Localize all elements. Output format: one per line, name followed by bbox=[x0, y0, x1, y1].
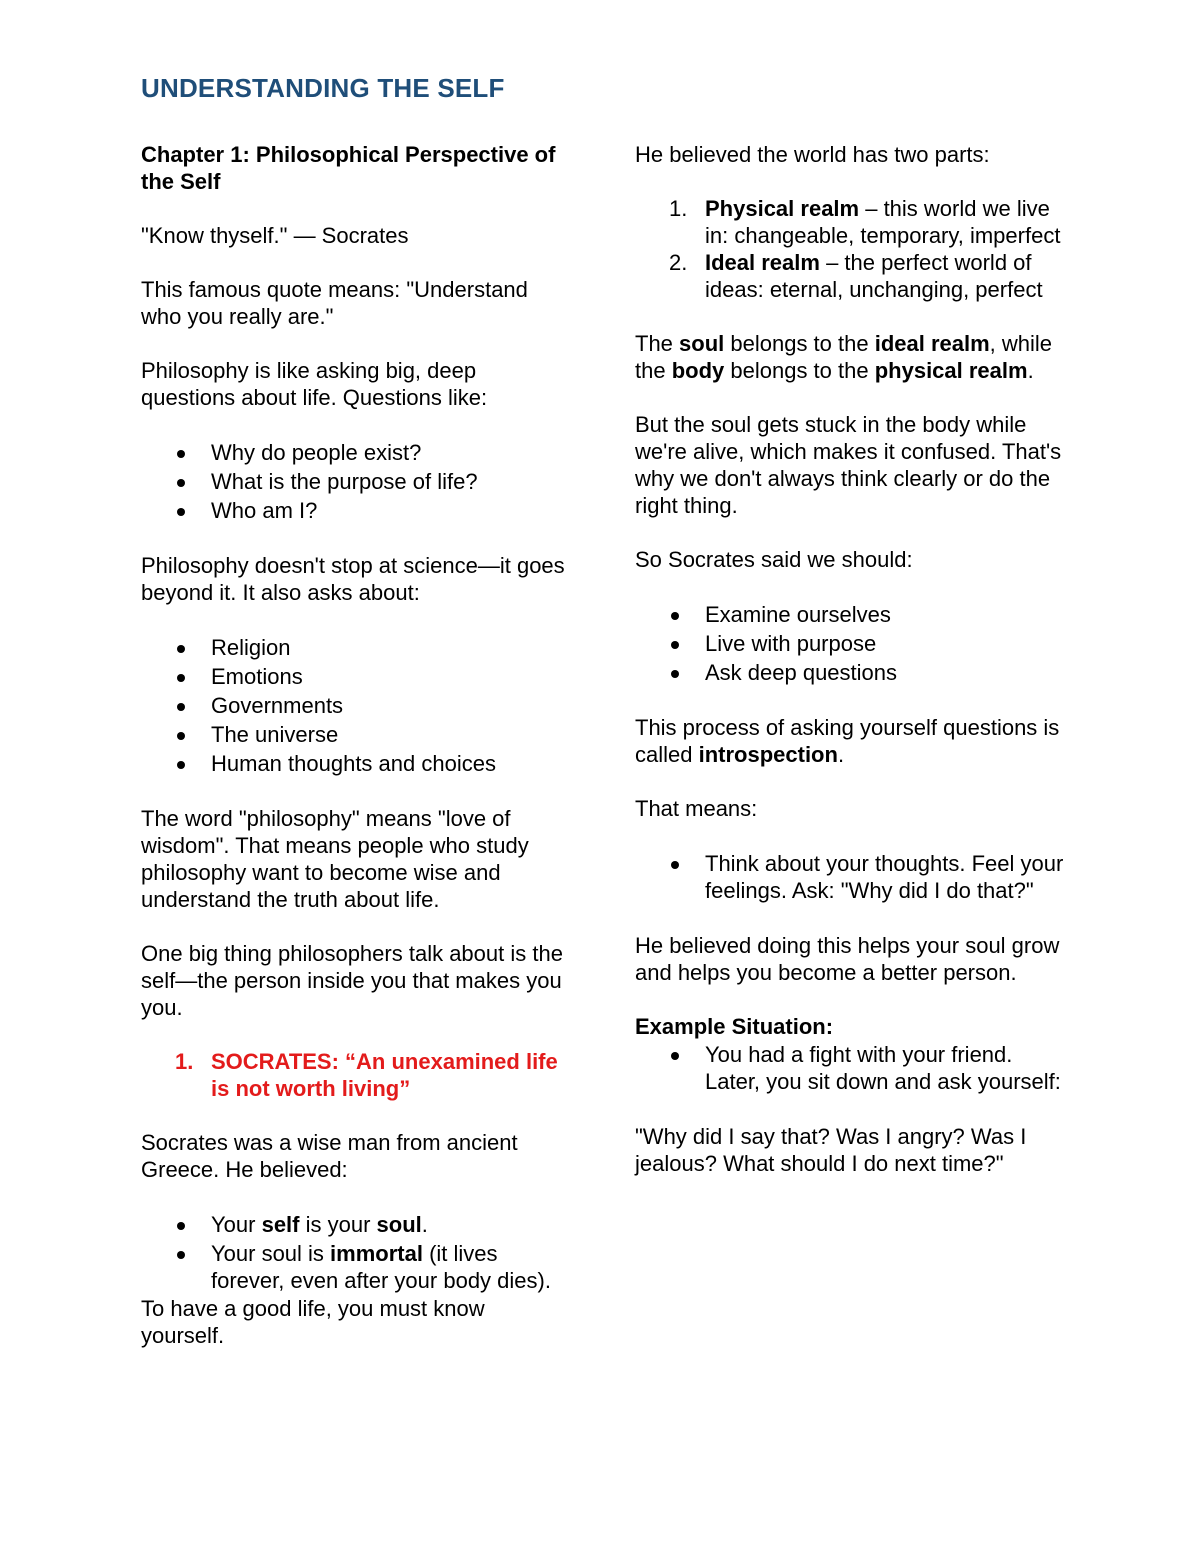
list-item bbox=[211, 1239, 566, 1295]
list-item: Who am I? bbox=[211, 496, 566, 525]
list-item: The universe bbox=[211, 720, 566, 749]
that-means: That means: bbox=[635, 796, 758, 821]
list-item bbox=[211, 1210, 566, 1239]
bold-text: soul bbox=[679, 331, 725, 356]
list-item: Why do people exist? bbox=[211, 438, 566, 467]
list-number: 1. bbox=[669, 196, 688, 221]
text: , while the bbox=[635, 331, 1053, 383]
bold-text: immortal bbox=[330, 1241, 423, 1266]
list-item: Religion bbox=[211, 633, 566, 662]
right-column bbox=[635, 141, 1065, 1204]
bold-text: Ideal realm bbox=[705, 250, 820, 275]
text: Your soul is bbox=[211, 1241, 331, 1266]
topics-list bbox=[141, 633, 566, 778]
socrates-intro: Socrates was a wise man from ancient Greece. He believed: bbox=[141, 1130, 518, 1182]
text: Your bbox=[211, 1212, 262, 1237]
bold-text: Physical realm bbox=[705, 196, 860, 221]
means-list bbox=[635, 849, 1065, 905]
socrates-heading-text: SOCRATES: “An unexamined life is not worth living” bbox=[211, 1049, 558, 1101]
chapter-heading: Chapter 1: Philosophical Perspective of the Self bbox=[141, 142, 556, 194]
list-item: Governments bbox=[211, 691, 566, 720]
beliefs-list bbox=[141, 1210, 566, 1295]
text: – the perfect world of ideas: eternal, unchanging, perfect bbox=[705, 250, 1043, 302]
list-item: Live with purpose bbox=[705, 629, 1065, 658]
text: belongs to the bbox=[724, 358, 875, 383]
realms-list bbox=[635, 195, 1065, 303]
text: . bbox=[1027, 358, 1034, 383]
list-item bbox=[669, 249, 1065, 303]
text: – this world we live in: changeable, temporary, imperfect bbox=[705, 196, 1061, 248]
example-quote: "Why did I say that? Was I angry? Was I jealous? What should I do next time?" bbox=[635, 1124, 1027, 1176]
good-life: To have a good life, you must know yourself. bbox=[141, 1296, 485, 1348]
list-item: You had a fight with your friend. Later, you sit down and ask yourself: bbox=[705, 1040, 1065, 1096]
socrates-section-list bbox=[141, 1048, 566, 1102]
beyond-science: Philosophy doesn't stop at science—it goes beyond it. It also asks about: bbox=[141, 553, 565, 605]
example-heading bbox=[635, 1013, 1065, 1040]
word-meaning: The word "philosophy" means "love of wisdom". That means people who study philosophy want to become wise and understand the truth about life. bbox=[141, 806, 529, 912]
bold-text: body bbox=[671, 358, 725, 383]
list-item: Emotions bbox=[211, 662, 566, 691]
introspection bbox=[635, 714, 1065, 768]
bold-text: ideal realm bbox=[874, 331, 990, 356]
example-list bbox=[635, 1040, 1065, 1096]
text: The bbox=[635, 331, 680, 356]
list-item: Examine ourselves bbox=[705, 600, 1065, 629]
soul-stuck: But the soul gets stuck in the body while we're alive, which makes it confused. That's why we don't always think clearly or do the right thing. bbox=[635, 412, 1062, 518]
page-title: UNDERSTANDING THE SELF bbox=[141, 73, 505, 103]
socrates-heading bbox=[175, 1048, 566, 1102]
text: is your bbox=[299, 1212, 377, 1237]
bold-text: Example Situation: bbox=[635, 1014, 834, 1039]
left-column bbox=[141, 141, 566, 1376]
text: This process of asking yourself questions is called bbox=[635, 715, 1060, 767]
should-list bbox=[635, 600, 1065, 687]
list-number: 1. bbox=[175, 1049, 194, 1074]
list-item bbox=[669, 195, 1065, 249]
socrates-quote: "Know thyself." — Socrates bbox=[141, 223, 409, 248]
bold-text: self bbox=[261, 1212, 300, 1237]
two-parts: He believed the world has two parts: bbox=[635, 142, 990, 167]
list-item: Think about your thoughts. Feel your feelings. Ask: "Why did I do that?" bbox=[705, 851, 1064, 903]
soul-body bbox=[635, 330, 1065, 384]
text: . bbox=[837, 742, 845, 767]
self-intro: One big thing philosophers talk about is the self—the person inside you that makes you you. bbox=[141, 941, 563, 1020]
list-item: What is the purpose of life? bbox=[211, 467, 566, 496]
bold-text: introspection bbox=[698, 742, 838, 767]
questions-list bbox=[141, 438, 566, 525]
helps-soul: He believed doing this helps your soul grow and helps you become a better person. bbox=[635, 933, 1060, 985]
text: . bbox=[421, 1212, 428, 1237]
list-number: 2. bbox=[669, 250, 688, 275]
philosophy-intro: Philosophy is like asking big, deep questions about life. Questions like: bbox=[141, 358, 488, 410]
list-item: Human thoughts and choices bbox=[211, 749, 566, 778]
bold-text: soul bbox=[376, 1212, 422, 1237]
bold-text: physical realm bbox=[874, 358, 1028, 383]
text: (it lives forever, even after your body dies). bbox=[211, 1241, 551, 1293]
should-intro: So Socrates said we should: bbox=[635, 547, 913, 572]
list-item: Ask deep questions bbox=[705, 658, 1065, 687]
text: belongs to the bbox=[724, 331, 875, 356]
quote-meaning: This famous quote means: "Understand who you really are." bbox=[141, 277, 528, 329]
